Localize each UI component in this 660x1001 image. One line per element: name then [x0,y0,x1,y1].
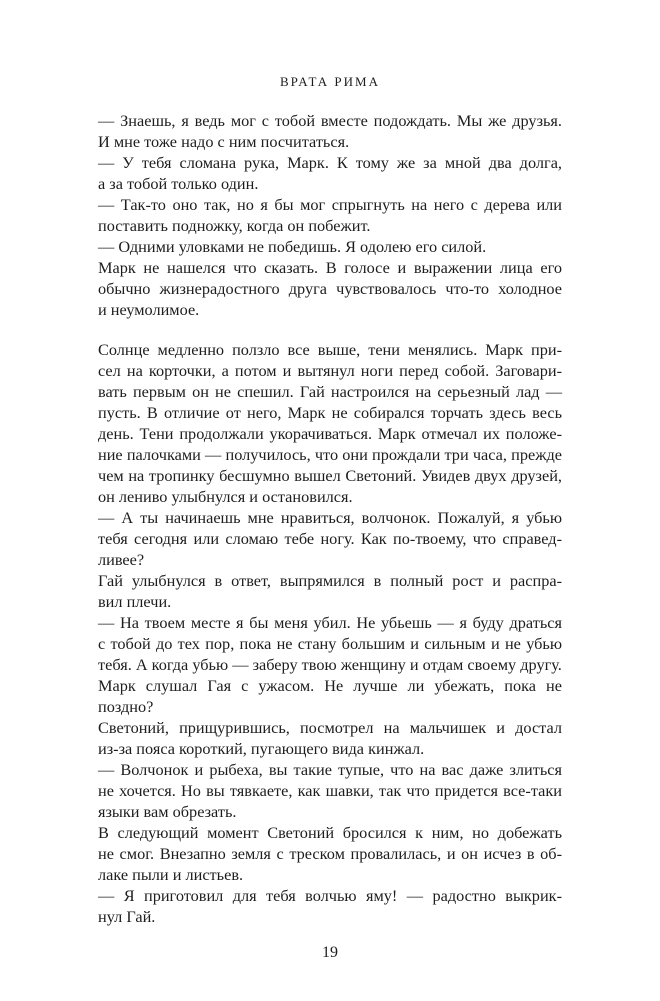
text-line: а за тобой только один. [98,174,259,193]
text-line: тебя сегодня или сломаю тебе ногу. Как по-твоему, что справед- [98,529,562,548]
text-line: ние палочками — получилось, что они прождали три часа, прежде [98,445,562,464]
page-number: 19 [322,944,338,961]
text-line: тебя. А когда убью — заберу твою женщину и отдам своему другу. [98,655,562,674]
text-line: — А ты начинаешь мне нравиться, волчонок. Пожалуй, я убью [98,508,562,527]
text-line: языки вам обрезать. [98,802,237,821]
text-line: Солнце медленно ползло все выше, тени менялись. Марк при- [98,340,562,359]
text-line: — У тебя сломана рука, Марк. К тому же за мной два долга, [98,153,562,172]
text-line: — Я приготовил для тебя волчью яму! — радостно выкрик- [98,886,562,905]
text-line: И мне тоже надо с ним посчитаться. [98,132,350,151]
text-line: — На твоем месте я бы меня убил. Не убьешь — я буду драться [98,613,562,632]
text-line: и неумолимое. [98,300,200,319]
text-line: он лениво улыбнулся и остановился. [98,487,353,506]
text-line: вать первым он не спешил. Гай настроился на серьезный лад — [98,382,562,401]
text-line: В следующий момент Светоний бросился к ним, но добежать [98,823,562,842]
text-line: день. Тени продолжали укорачиваться. Марк отмечал их положе- [98,424,562,443]
text-line: не смог. Внезапно земля с треском провалилась, и он исчез в об- [98,844,562,863]
text-line: поздно? [98,697,154,716]
text-line: обычно жизнерадостного друга чувствовалось что-то холодное [98,279,562,298]
text-line: вил плечи. [98,592,172,611]
text-line: нул Гай. [98,907,156,926]
text-line: не хочется. Но вы тявкаете, как шавки, так что придется все-таки [98,781,562,800]
text-line: Гай улыбнулся в ответ, выпрямился в полный рост и распра- [98,571,562,590]
text-line: — Волчонок и рыбеха, вы такие тупые, что на вас даже злиться [98,760,562,779]
text-line: Марк слушал Гая с ужасом. Не лучше ли убежать, пока не [98,676,562,695]
text-line: пусть. В отличие от него, Марк не собирался торчать здесь весь [98,403,562,422]
running-title: ВРАТА РИМА [280,74,380,89]
text-line: Светоний, прищурившись, посмотрел на мальчишек и достал [98,718,562,737]
text-line: — Одними уловками не победишь. Я одолею его силой. [98,237,487,256]
text-line: из-за пояса короткий, пугающего вида кинжал. [98,739,425,758]
text-line: — Так-то оно так, но я бы мог спрыгнуть на него с дерева или [98,195,562,214]
text-line: Марк не нашелся что сказать. В голосе и выражении лица его [98,258,562,277]
text-line: ливее? [98,550,145,569]
text-line: чем на тропинку бесшумно вышел Светоний. Увидев двух друзей, [98,466,562,485]
text-line: лаке пыли и листьев. [98,865,244,884]
text-line: с тобой до тех пор, пока не стану большим и сильным и не убью [98,634,562,653]
text-line: сел на корточки, а потом и вытянул ноги перед собой. Заговари- [98,361,562,380]
text-line: — Знаешь, я ведь мог с тобой вместе подождать. Мы же друзья. [98,111,562,130]
text-line: поставить подножку, когда он побежит. [98,216,371,235]
